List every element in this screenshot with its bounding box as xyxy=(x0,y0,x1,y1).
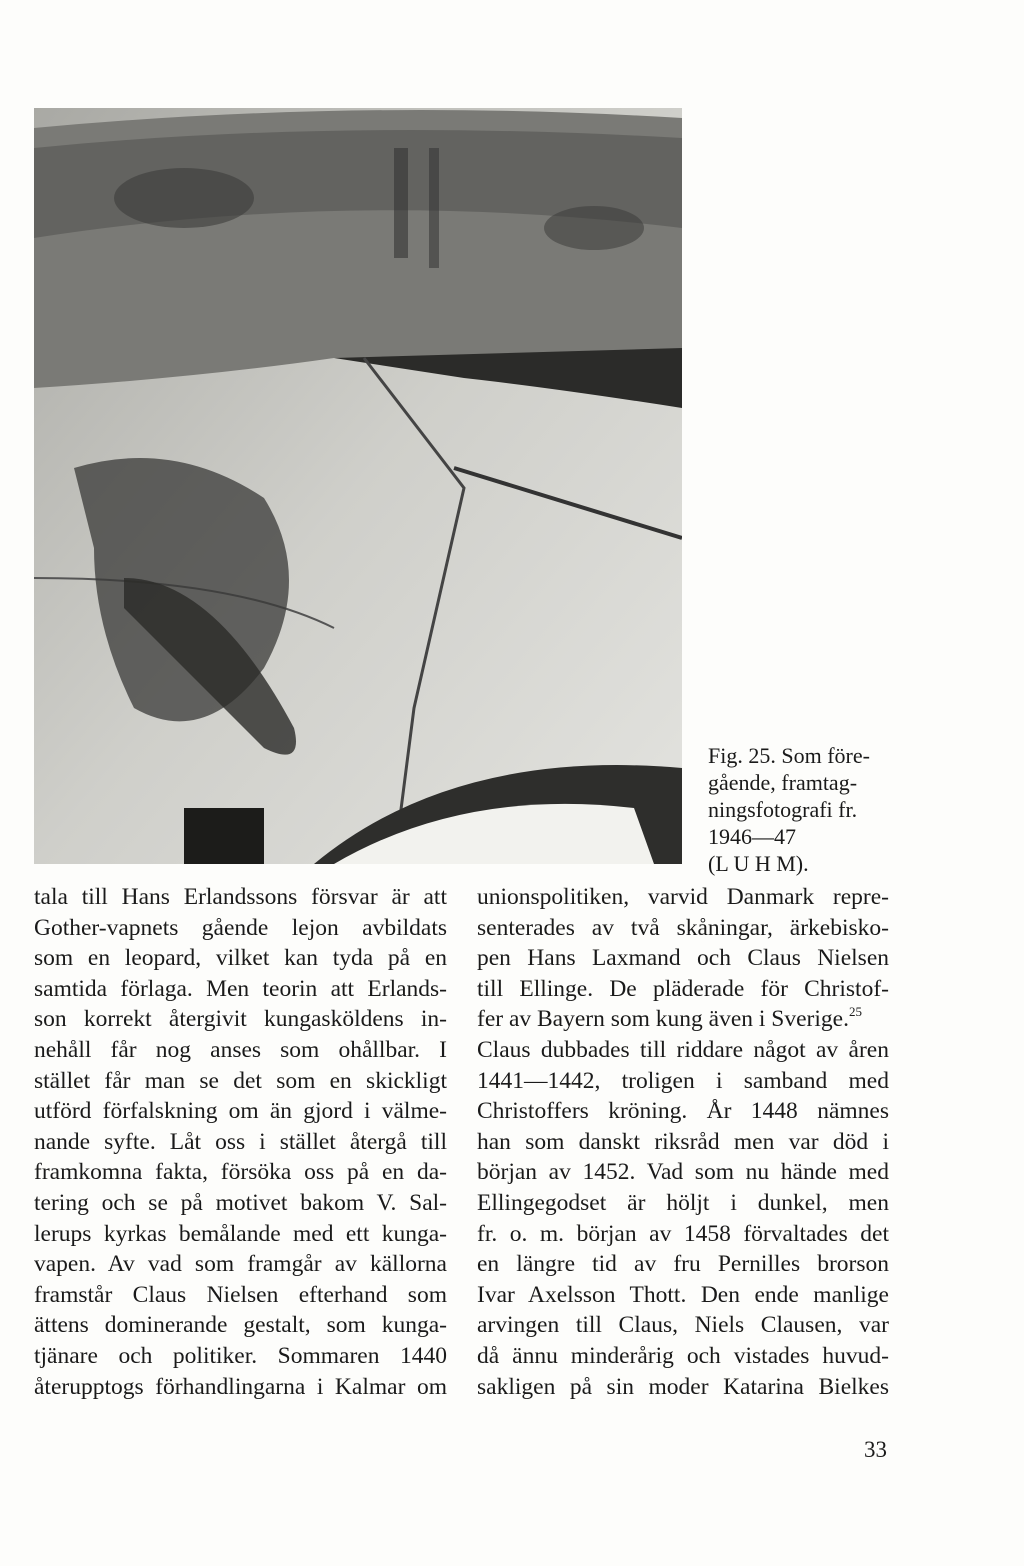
text-line: ättens dominerande gestalt, som kunga- xyxy=(34,1312,447,1339)
text-line: tala till Hans Erlandssons försvar är att xyxy=(34,884,447,910)
footnote-reference: 25 xyxy=(848,1004,862,1020)
text-line: tering och se på motivet bakom V. Sal- xyxy=(34,1189,447,1216)
text-line: en längre tid av fru Pernilles brorson xyxy=(477,1251,889,1278)
text-line: Ivar Axelsson Thott. Den ende manlige xyxy=(477,1281,889,1308)
left-text-column xyxy=(34,882,447,1402)
text-line: lerups kyrkas bemålande med ett kunga- xyxy=(34,1220,447,1247)
text-line: Gother-vapnets gående lejon avbildats xyxy=(34,914,447,941)
text-line: Claus dubbades till riddare något av åren xyxy=(477,1036,889,1063)
caption-line: ningsfotografi fr. xyxy=(708,797,858,822)
text-line: Christoffers kröning. År 1448 nämnes xyxy=(477,1098,889,1125)
caption-line: (L U H M). xyxy=(708,851,809,876)
text-line: 1441—1442, troligen i samband med xyxy=(477,1067,889,1094)
caption-line: Fig. 25. Som före- xyxy=(708,743,870,768)
caption-line: 1946—47 xyxy=(708,824,796,849)
text-line: utförd förfalskning om än gjord i välme- xyxy=(34,1098,447,1125)
text-line: arvingen till Claus, Niels Clausen, var xyxy=(477,1312,889,1339)
text-line: fer av Bayern som kung även i Sverige. xyxy=(477,1006,849,1033)
text-line: unionspolitiken, varvid Danmark repre- xyxy=(477,884,889,910)
text-line: då ännu minderårig och vistades huvud- xyxy=(477,1342,889,1369)
text-line: son korrekt återgivit kungasköldens in- xyxy=(34,1006,447,1033)
text-line: senterades av två skåningar, ärkebisko- xyxy=(477,914,889,941)
text-line: nehåll får nog anses som ohållbar. I xyxy=(34,1036,447,1063)
text-line: samtida förlaga. Men teorin att Erlands- xyxy=(34,975,447,1002)
text-line: nande syfte. Låt oss i stället återgå till xyxy=(34,1128,447,1155)
page-number: 33 xyxy=(864,1437,887,1462)
text-line: vapen. Av vad som framgår av källorna xyxy=(34,1251,447,1278)
text-line: till Ellinge. De pläderade för Christof- xyxy=(477,975,889,1002)
text-line: framkomna fakta, försöka oss på en da- xyxy=(34,1159,447,1186)
text-line: han som danskt riksråd men var död i xyxy=(477,1128,889,1155)
text-line: stället får man se det som en skickligt xyxy=(34,1067,447,1094)
text-line: början av 1452. Vad som nu hände med xyxy=(477,1159,889,1186)
right-text-column xyxy=(477,882,889,1402)
text-line: Ellingegodset är höljt i dunkel, men xyxy=(477,1189,889,1216)
text-line: fr. o. m. början av 1458 förvaltades det xyxy=(477,1220,889,1247)
text-line: sakligen på sin moder Katarina Bielkes xyxy=(477,1373,889,1400)
text-line: pen Hans Laxmand och Claus Nielsen xyxy=(477,945,889,972)
text-line-with-footnote xyxy=(477,1004,889,1035)
text-line: tjänare och politiker. Sommaren 1440 xyxy=(34,1342,447,1369)
text-line: återupptogs förhandlingarna i Kalmar om xyxy=(34,1373,447,1400)
text-line: som en leopard, vilket kan tyda på en xyxy=(34,945,447,972)
caption-line: gående, framtag- xyxy=(708,770,858,795)
figure-caption xyxy=(708,742,908,877)
text-line: framstår Claus Nielsen efterhand som xyxy=(34,1281,447,1308)
fresco-photograph xyxy=(34,108,682,864)
